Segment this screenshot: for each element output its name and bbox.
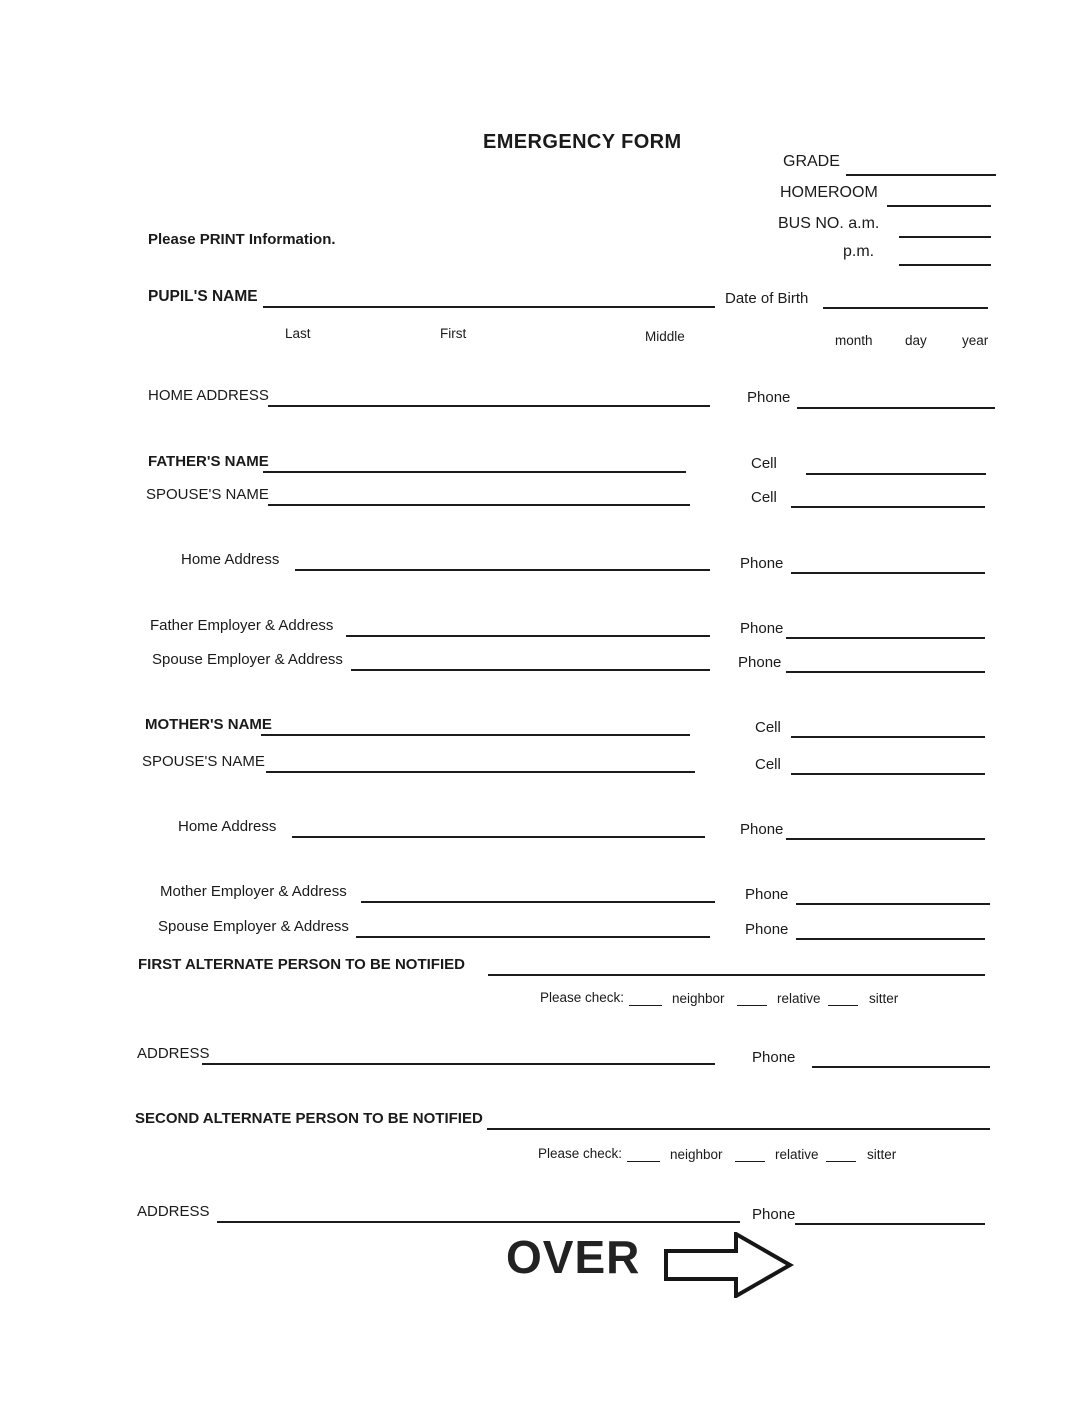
grade-field-line[interactable] [846, 174, 996, 176]
bus-am-field-line[interactable] [899, 236, 991, 238]
name-sublabel-last: Last [285, 326, 311, 341]
bus-pm-field-line[interactable] [899, 264, 991, 266]
second-relative-check-line[interactable] [735, 1161, 765, 1162]
spouse-employer-label: Spouse Employer & Address [152, 651, 343, 668]
over-label: OVER [506, 1231, 641, 1283]
address-caps-label: ADDRESS [137, 1045, 210, 1062]
father-home-phone-field-line[interactable] [791, 572, 985, 574]
phone-label: Phone [745, 886, 789, 903]
cell-label: Cell [751, 455, 777, 472]
mother-spouse-cell-field-line[interactable] [791, 773, 985, 775]
phone-label: Phone [740, 555, 784, 572]
father-spouse-name-field-line[interactable] [268, 504, 690, 506]
mother-spouse-name-field-line[interactable] [266, 771, 695, 773]
father-employer-phone-field-line[interactable] [786, 637, 985, 639]
father-employer-field-line[interactable] [346, 635, 710, 637]
phone-label: Phone [752, 1049, 796, 1066]
sitter-option-label: sitter [869, 991, 899, 1006]
print-instruction: Please PRINT Information. [148, 231, 336, 248]
phone-label: Phone [752, 1206, 796, 1223]
dob-sublabel-year: year [962, 333, 989, 348]
mother-spouse-employer-field-line[interactable] [356, 936, 710, 938]
dob-sublabel-day: day [905, 333, 927, 348]
grade-label: GRADE [783, 153, 840, 170]
second-alternate-phone-field-line[interactable] [795, 1223, 985, 1225]
spouses-name-label: SPOUSE'S NAME [146, 486, 269, 503]
mother-name-field-line[interactable] [261, 734, 690, 736]
mother-spouse-employer-phone-field-line[interactable] [796, 938, 985, 940]
page-title: EMERGENCY FORM [483, 131, 682, 153]
address-caps-label: ADDRESS [137, 1203, 210, 1220]
second-sitter-check-line[interactable] [826, 1161, 856, 1162]
first-relative-check-line[interactable] [737, 1005, 767, 1006]
pupils-name-label: PUPIL'S NAME [148, 288, 258, 305]
name-sublabel-first: First [440, 326, 467, 341]
home-address-field-line[interactable] [268, 405, 710, 407]
father-employer-label: Father Employer & Address [150, 617, 334, 634]
first-alternate-phone-field-line[interactable] [812, 1066, 990, 1068]
father-name-field-line[interactable] [263, 471, 686, 473]
phone-label: Phone [738, 654, 782, 671]
sitter-option-label: sitter [867, 1147, 897, 1162]
mother-home-phone-field-line[interactable] [786, 838, 985, 840]
home-address-caps-label: HOME ADDRESS [148, 387, 269, 404]
right-arrow-icon [662, 1232, 794, 1298]
mother-employer-field-line[interactable] [361, 901, 715, 903]
father-spouse-employer-field-line[interactable] [351, 669, 710, 671]
first-alternate-address-field-line[interactable] [202, 1063, 715, 1065]
spouses-name-label: SPOUSE'S NAME [142, 753, 265, 770]
relative-option-label: relative [775, 1147, 819, 1162]
father-spouse-employer-phone-field-line[interactable] [786, 671, 985, 673]
cell-label: Cell [751, 489, 777, 506]
mother-home-address-field-line[interactable] [292, 836, 705, 838]
mothers-name-label: MOTHER'S NAME [145, 716, 272, 733]
mother-cell-field-line[interactable] [791, 736, 985, 738]
second-alternate-address-field-line[interactable] [217, 1221, 740, 1223]
date-of-birth-label: Date of Birth [725, 290, 809, 307]
second-alternate-name-field-line[interactable] [487, 1128, 990, 1130]
bus-pm-label: p.m. [843, 243, 875, 260]
mother-employer-label: Mother Employer & Address [160, 883, 347, 900]
home-address-label: Home Address [181, 551, 280, 568]
father-home-address-field-line[interactable] [295, 569, 710, 571]
please-check-label: Please check: [540, 990, 625, 1005]
phone-label: Phone [747, 389, 791, 406]
first-alternate-name-field-line[interactable] [488, 974, 985, 976]
neighbor-option-label: neighbor [670, 1147, 723, 1162]
please-check-label: Please check: [538, 1146, 623, 1161]
home-address-label: Home Address [178, 818, 277, 835]
date-of-birth-field-line[interactable] [823, 307, 988, 309]
fathers-name-label: FATHER'S NAME [148, 453, 269, 470]
homeroom-label: HOMEROOM [780, 184, 878, 201]
father-cell-field-line[interactable] [806, 473, 986, 475]
second-alternate-label: SECOND ALTERNATE PERSON TO BE NOTIFIED [135, 1110, 483, 1127]
father-spouse-cell-field-line[interactable] [791, 506, 985, 508]
second-neighbor-check-line[interactable] [627, 1161, 660, 1162]
cell-label: Cell [755, 719, 781, 736]
phone-label: Phone [740, 620, 784, 637]
first-sitter-check-line[interactable] [828, 1005, 858, 1006]
spouse-employer-label: Spouse Employer & Address [158, 918, 349, 935]
dob-sublabel-month: month [835, 333, 873, 348]
first-neighbor-check-line[interactable] [629, 1005, 662, 1006]
first-alternate-label: FIRST ALTERNATE PERSON TO BE NOTIFIED [138, 956, 465, 973]
relative-option-label: relative [777, 991, 821, 1006]
phone-label: Phone [745, 921, 789, 938]
pupil-name-field-line[interactable] [263, 306, 715, 308]
neighbor-option-label: neighbor [672, 991, 725, 1006]
homeroom-field-line[interactable] [887, 205, 991, 207]
phone-label: Phone [740, 821, 784, 838]
home-phone-field-line[interactable] [797, 407, 995, 409]
name-sublabel-middle: Middle [645, 329, 685, 344]
cell-label: Cell [755, 756, 781, 773]
bus-no-am-label: BUS NO. a.m. [778, 215, 880, 232]
mother-employer-phone-field-line[interactable] [796, 903, 990, 905]
